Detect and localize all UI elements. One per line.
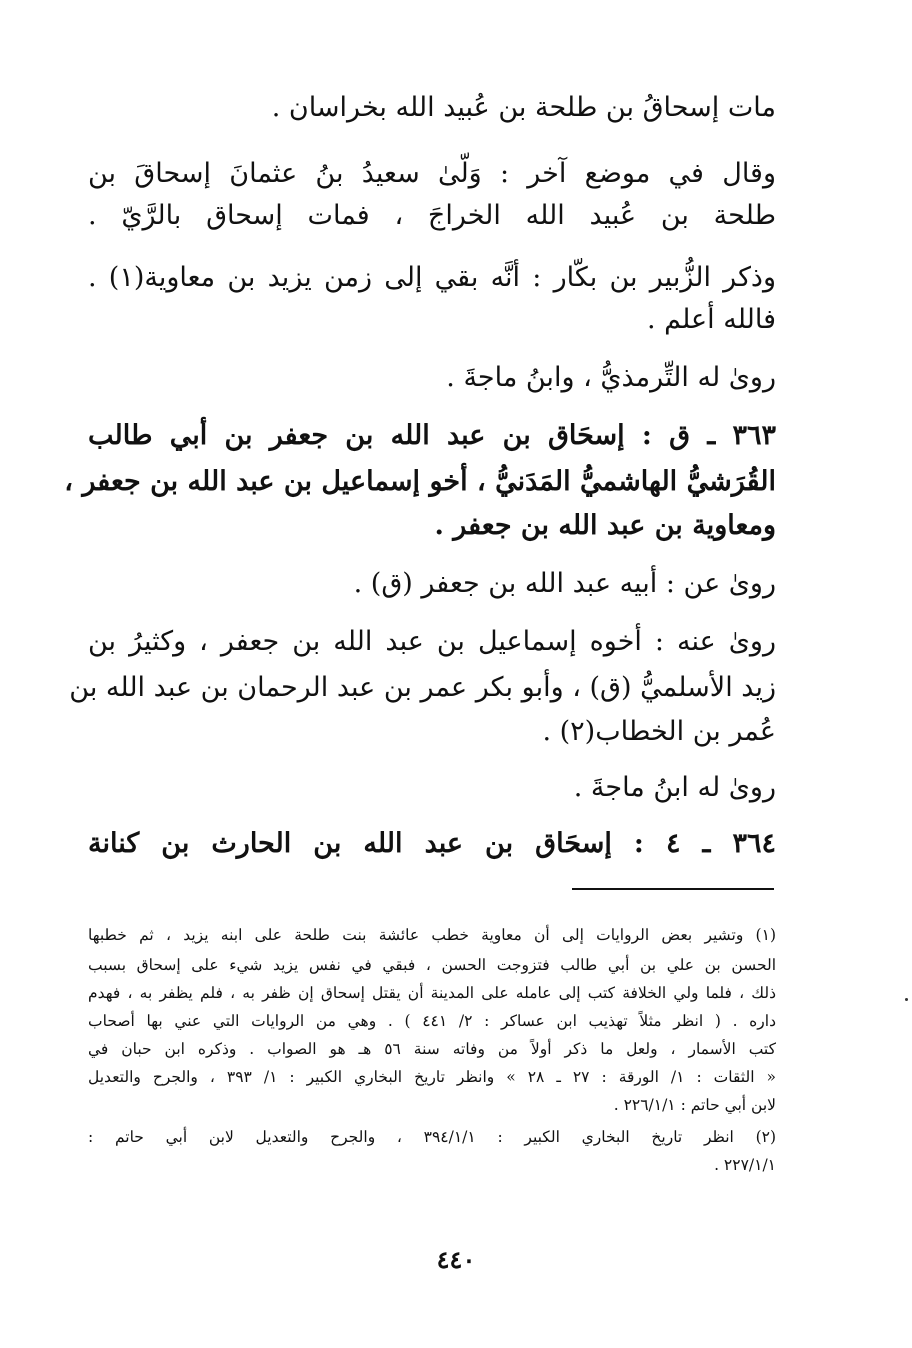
- footnote-line: كتب الأسمار ، ولعل ما ذكر أولاً من وفاته سنة ٥٦ هـ هو الصواب . وذكره ابن حبان في: [88, 1040, 776, 1058]
- text-line: وقال في موضع آخر : وَلّىٰ سعيدُ بنُ عثمانَ إسحاقَ بن: [88, 158, 776, 189]
- text-line: روىٰ عن : أبيه عبد الله بن جعفر (ق) .: [353, 568, 776, 599]
- footnote-line: الحسن بن علي بن أبي طالب فتزوجت الحسن ، فبقي في نفس يزيد شيء على إسحاق بسبب: [88, 956, 776, 974]
- footnote-line: ٢٢٧/١/١ .: [714, 1156, 776, 1174]
- footnote-line: « الثقات : ١/ الورقة : ٢٧ ـ ٢٨ » وانظر تاريخ البخاري الكبير : ١/ ٣٩٣ ، والجرح والتعديل: [88, 1068, 776, 1086]
- footnote-line: ذلك ، فلما ولي الخلافة كتب إلى عامله على المدينة أن يقتل إسحاق إن ظفر به ، فلم يظفر به ، فهدم: [88, 984, 776, 1002]
- footnote-line: (٢) انظر تاريخ البخاري الكبير : ٣٩٤/١/١ ، والجرح والتعديل لابن أبي حاتم :: [88, 1128, 777, 1146]
- footnote-line: داره . ( انظر مثلاً تهذيب ابن عساكر : ٢/ ٤٤١ ) . وهي من الروايات التي عني بها أصحاب: [88, 1012, 776, 1030]
- page-number: ٤٤٠: [436, 1245, 476, 1274]
- footnote-line: لابن أبي حاتم : ٢٢٦/١/١ .: [613, 1096, 776, 1114]
- text-line: روىٰ عنه : أخوه إسماعيل بن عبد الله بن جعفر ، وكثيرُ بن: [88, 626, 776, 657]
- text-line: روىٰ له ابنُ ماجةَ .: [573, 772, 776, 803]
- entry-heading: ٣٦٣ ـ ق : إسحَاق بن عبد الله بن جعفر بن أبي طالب: [88, 420, 776, 451]
- text-line: مات إسحاقُ بن طلحة بن عُبيد الله بخراسان .: [271, 92, 776, 123]
- text-line: فالله أعلم .: [646, 304, 776, 335]
- text-line: روىٰ له التِّرمذيُّ ، وابنُ ماجةَ .: [446, 362, 776, 393]
- text-line: زيد الأسلميُّ (ق) ، وأبو بكر عمر بن عبد الرحمان بن عبد الله بن: [69, 672, 776, 703]
- margin-mark: [905, 998, 908, 1001]
- text-line: عُمر بن الخطاب(٢) .: [542, 716, 776, 747]
- text-line: وذكر الزُّبير بن بكّار : أنَّه بقي إلى زمن يزيد بن معاوية(١) .: [88, 262, 776, 293]
- text-line: طلحة بن عُبيد الله الخراجَ ، فمات إسحاق بالرَّيّ .: [88, 200, 777, 231]
- footnote-line: (١) وتشير بعض الروايات إلى أن معاوية خطب عائشة بنت طلحة على ابنه يزيد ، ثم خطبها: [88, 926, 776, 944]
- text-line: ومعاوية بن عبد الله بن جعفر .: [434, 510, 776, 541]
- text-line: القُرَشيُّ الهاشميُّ المَدَنيُّ ، أخو إسماعيل بن عبد الله بن جعفر ،: [64, 466, 776, 497]
- footnote-separator: [572, 888, 774, 890]
- entry-heading: ٣٦٤ ـ ٤ : إسحَاق بن عبد الله بن الحارث بن كنانة: [88, 828, 776, 859]
